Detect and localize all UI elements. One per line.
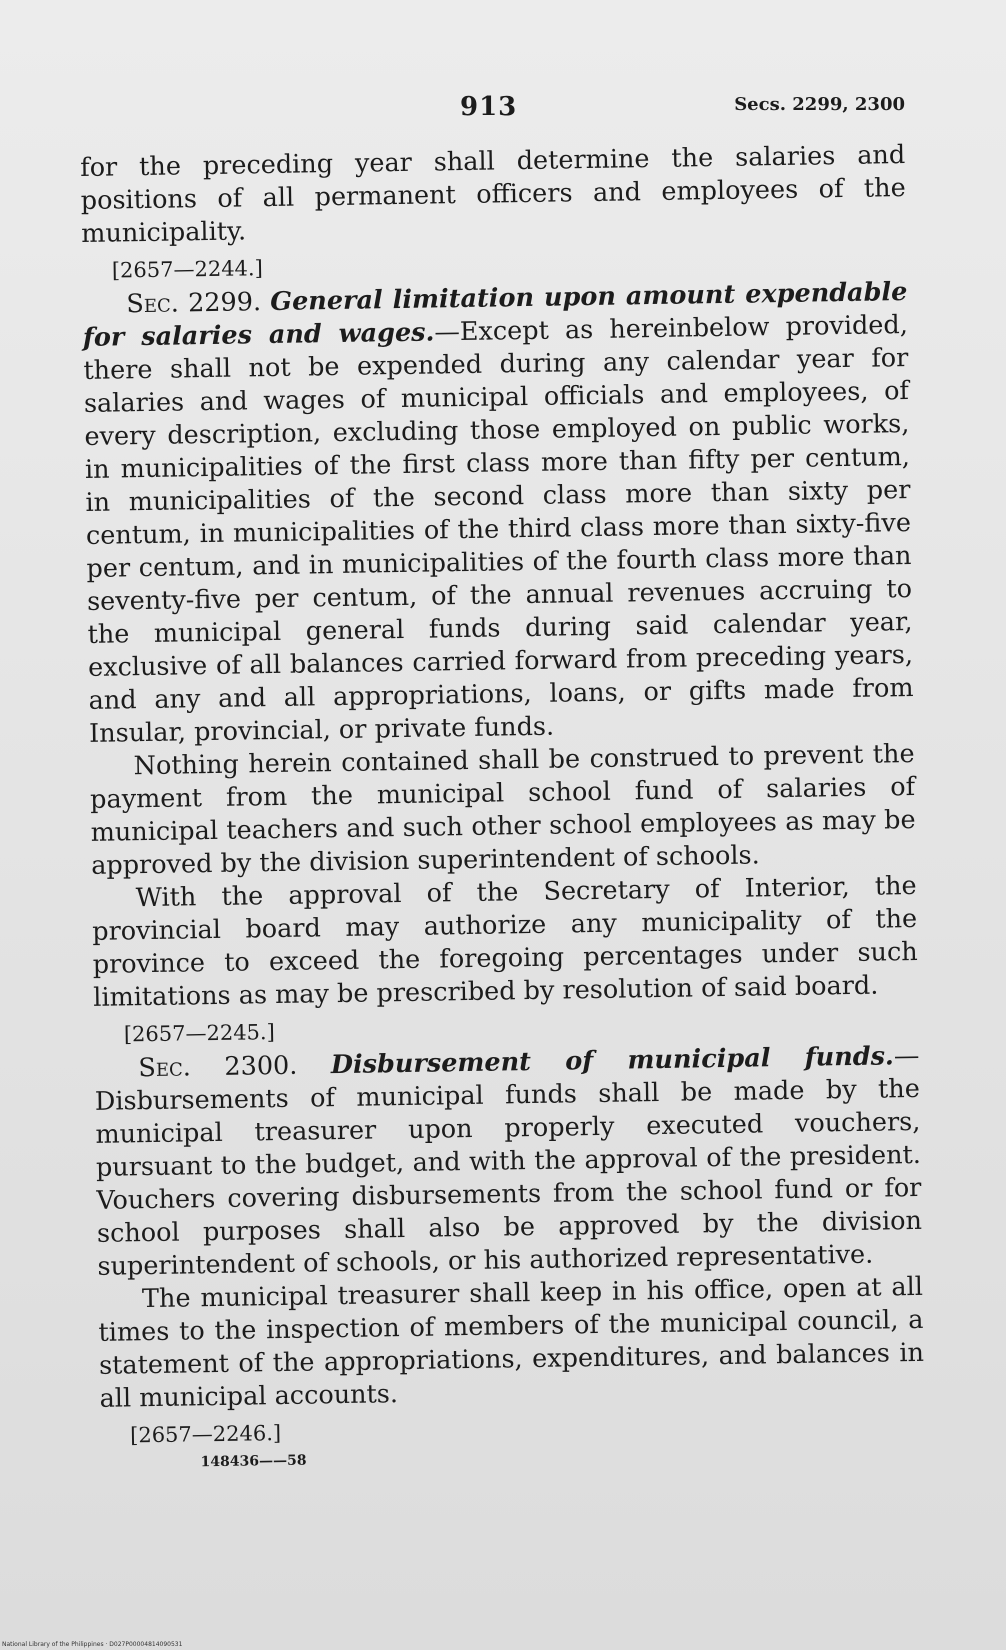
scan-credit: National Library of the Philippines · D027P00004814090531 bbox=[2, 1641, 183, 1648]
page-number: 913 bbox=[460, 92, 518, 122]
section-2300-text: —Disbursements of municipal funds shall be made by the municipal treasurer upon properly executed vouchers, pursuant to the budget, and with the approval of the president. Vouchers covering disbursements from the school fund or for school purposes shall also be approved by the division superintendent of schools, or his authorized representative. bbox=[94, 1040, 923, 1282]
citation-2245: [2657—2245.] bbox=[123, 1020, 275, 1047]
section-2299-heading: General limitation upon amount expendable for salaries and wages. bbox=[82, 277, 908, 353]
secretary-approval-paragraph: With the approval of the Secretary of Interior, the provincial board may authorize any municipality of the province to exceed the foregoing percentages under such limitations as may be prescribed by resolution of said board. bbox=[92, 870, 918, 1013]
section-2300 bbox=[94, 1040, 923, 1284]
section-2299-text: —Except as hereinbelow provided, there shall not be expended during any calendar year for salaries and wages of municipal officials and employees, of every description, excluding those employed on public works, in municipalities of the first class more than fifty per centum, in municipalities of the second class more than sixty per centum, in municipalities of the third class more than sixty-five per centum, and in municipalities of the fourth class more than seventy-five per centum, of the annual revenues accruing to the municipal general funds during said calendar year, exclusive of all balances carried forward from preceding years, and any and all appropriations, loans, or gifts made from Insular, provincial, or private funds. bbox=[83, 310, 914, 749]
section-2299-label: Sec. 2299. bbox=[126, 287, 262, 320]
citation-2246: [2657—2246.] bbox=[129, 1421, 282, 1448]
document-body bbox=[80, 139, 926, 1474]
citation-2244: [2657—2244.] bbox=[111, 256, 263, 283]
carryover-paragraph: for the preceding year shall determine the salaries and positions of all permanent officers and employees of the municipality. bbox=[80, 140, 906, 249]
running-head bbox=[80, 92, 905, 128]
section-2300-label: Sec. 2300. bbox=[138, 1050, 298, 1084]
school-fund-paragraph: Nothing herein contained shall be construed to prevent the payment from the municipal school fund of salaries of municipal teachers and such other school employees as may be approved by the division superintendent of schools. bbox=[89, 738, 916, 881]
printer-mark: 148436——58 bbox=[200, 1452, 307, 1471]
section-reference: Secs. 2299, 2300 bbox=[734, 94, 905, 115]
treasurer-paragraph: The municipal treasurer shall keep in his office, open at all times to the inspection of members of the municipal council, a statement of the appropriations, expenditures, and balances in all municipal accounts. bbox=[98, 1271, 925, 1414]
section-2299 bbox=[82, 276, 914, 751]
section-2300-heading: Disbursement of municipal funds. bbox=[330, 1041, 895, 1081]
